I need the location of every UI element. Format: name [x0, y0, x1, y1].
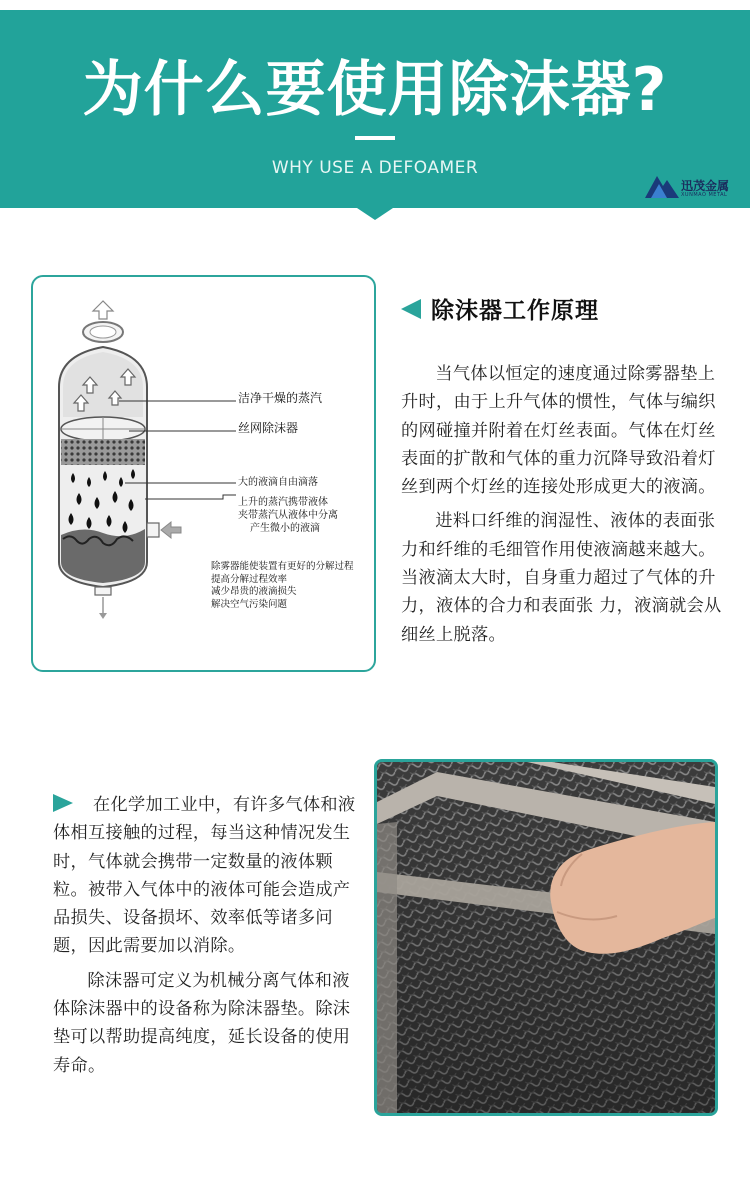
principle-text [401, 360, 723, 649]
page-title: 为什么要使用除沫器? [82, 55, 668, 125]
label-clean-steam: 洁净干燥的蒸汽 [238, 391, 323, 405]
principle-heading [401, 292, 599, 325]
triangle-right-icon [53, 794, 73, 812]
title-divider [355, 136, 395, 140]
inlet-arrow-icon [161, 522, 181, 538]
principle-paragraph-2: 进料口纤维的润湿性、液体的表面张力和纤维的毛细管作用使液滴越来越大。当液滴太大时，自身重力超过了气体的升力，液体的合力和表面张 力，液滴就会从细丝上脱落。 [401, 511, 722, 645]
label-big-drops: 大的液滴自由滴落 [238, 477, 318, 488]
page-subtitle: WHY USE A DEFOAMER [271, 158, 479, 178]
outlet-arrow-icon [93, 301, 113, 319]
header-notch [357, 208, 393, 220]
usage-text [53, 791, 356, 1080]
defoamer-diagram [33, 277, 374, 670]
diagram-notes: 除雾器能使装置有更好的分解过程 提高分解过程效率 减少昂贵的液滴损失 解决空气污染问题 [211, 561, 354, 610]
usage-paragraph-2: 除沫器可定义为机械分离气体和液体除沫器中的设备称为除沫器垫。除沫垫可以帮助提高纯度，延长设备的使用寿命。 [53, 970, 351, 1076]
label-mesh-pad: 丝网除沫器 [238, 421, 299, 435]
logo-mountain-icon [645, 172, 679, 200]
defoamer-diagram-card [31, 275, 376, 672]
triangle-left-icon [401, 299, 421, 319]
mesh-pad-photo [374, 759, 718, 1116]
principle-paragraph-1: 当气体以恒定的速度通过除雾器垫上升时，由于上升气体的惯性，气体与编织的网碰撞并附着在灯丝表面。气体在灯丝表面的扩散和气体的重力沉降导致沿着灯丝到两个灯丝的连接处形成更大的液滴。 [401, 364, 716, 498]
logo-subtext: XUNMAO METAL [681, 192, 728, 198]
label-rising-steam: 上升的蒸汽携带液体 夹带蒸汽从液体中分离 产生微小的液滴 [238, 497, 338, 534]
usage-paragraph-1: 在化学加工业中，有许多气体和液体相互接触的过程，每当这种情况发生时，气体就会携带一定数量的液体颗粒。被带入气体中的液体可能会造成产品损失、设备损坏、效率低等诸多问题，因此需要加以消除。 [53, 795, 356, 957]
brand-logo [645, 172, 735, 202]
mesh-pad-photo-image [377, 762, 715, 1113]
logo-text: 迅茂金属 [681, 179, 730, 193]
principle-title: 除沫器工作原理 [431, 298, 599, 324]
